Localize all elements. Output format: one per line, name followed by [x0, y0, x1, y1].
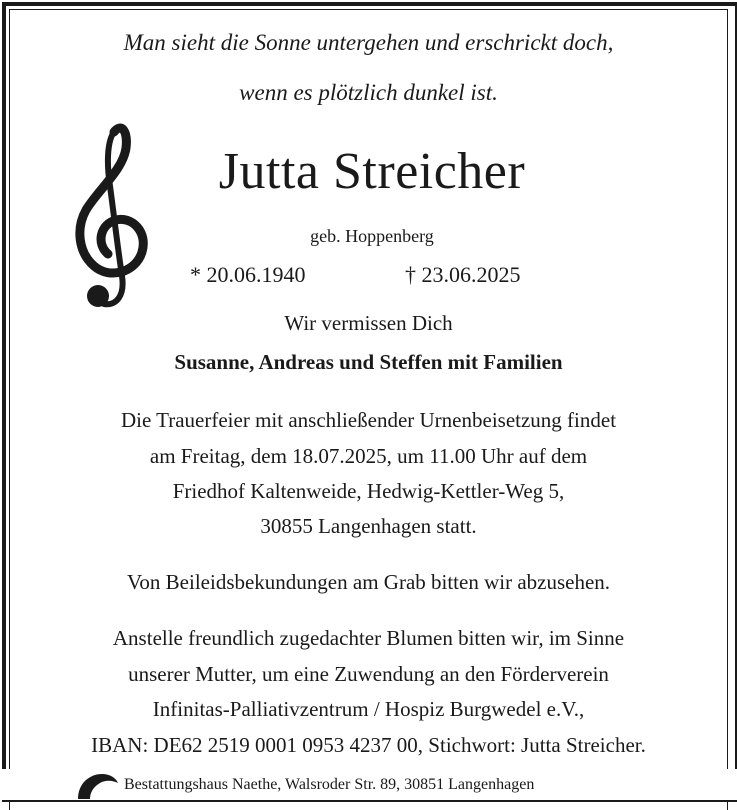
ceremony-line-4: 30855 Langenhagen statt. — [260, 514, 477, 538]
death-date: † 23.06.2025 — [405, 262, 521, 287]
deceased-name: Jutta Streicher — [218, 143, 526, 200]
birth-date: * 20.06.1940 — [190, 262, 306, 287]
donation-line-3: Infinitas-Palliativzentrum / Hospiz Burgwedel e.V., — [152, 697, 585, 721]
ceremony-line-3: Friedhof Kaltenweide, Hedwig-Kettler-Weg 5, — [172, 479, 565, 503]
donation-line-2: unserer Mutter, um eine Zuwendung an den Förderverein — [128, 662, 609, 686]
mourners-names: Susanne, Andreas und Steffen mit Familien — [174, 350, 563, 374]
motto-line-2: wenn es plötzlich dunkel ist. — [239, 80, 498, 105]
motto-line-1: Man sieht die Sonne untergehen und erschrickt doch, — [123, 30, 614, 55]
donation-line-1: Anstelle freundlich zugedachter Blumen bitten wir, im Sinne — [112, 626, 625, 650]
ceremony-line-1: Die Trauerfeier mit anschließender Urnenbeisetzung findet — [120, 408, 617, 432]
ceremony-line-2: am Freitag, dem 18.07.2025, um 11.00 Uhr auf dem — [149, 444, 588, 468]
donation-line-4: IBAN: DE62 2519 0001 0953 4237 00, Stichwort: Jutta Streicher. — [91, 733, 646, 757]
condolences-note: Von Beileidsbekundungen am Grab bitten wir abzusehen. — [126, 570, 611, 594]
birth-name: geb. Hoppenberg — [310, 226, 434, 246]
funeral-home-logo — [74, 771, 120, 799]
funeral-home-address: Bestattungshaus Naethe, Walsroder Str. 89, 30851 Langenhagen — [124, 776, 535, 793]
life-dates — [0, 262, 737, 290]
mourners-message: Wir vermissen Dich — [284, 311, 453, 335]
